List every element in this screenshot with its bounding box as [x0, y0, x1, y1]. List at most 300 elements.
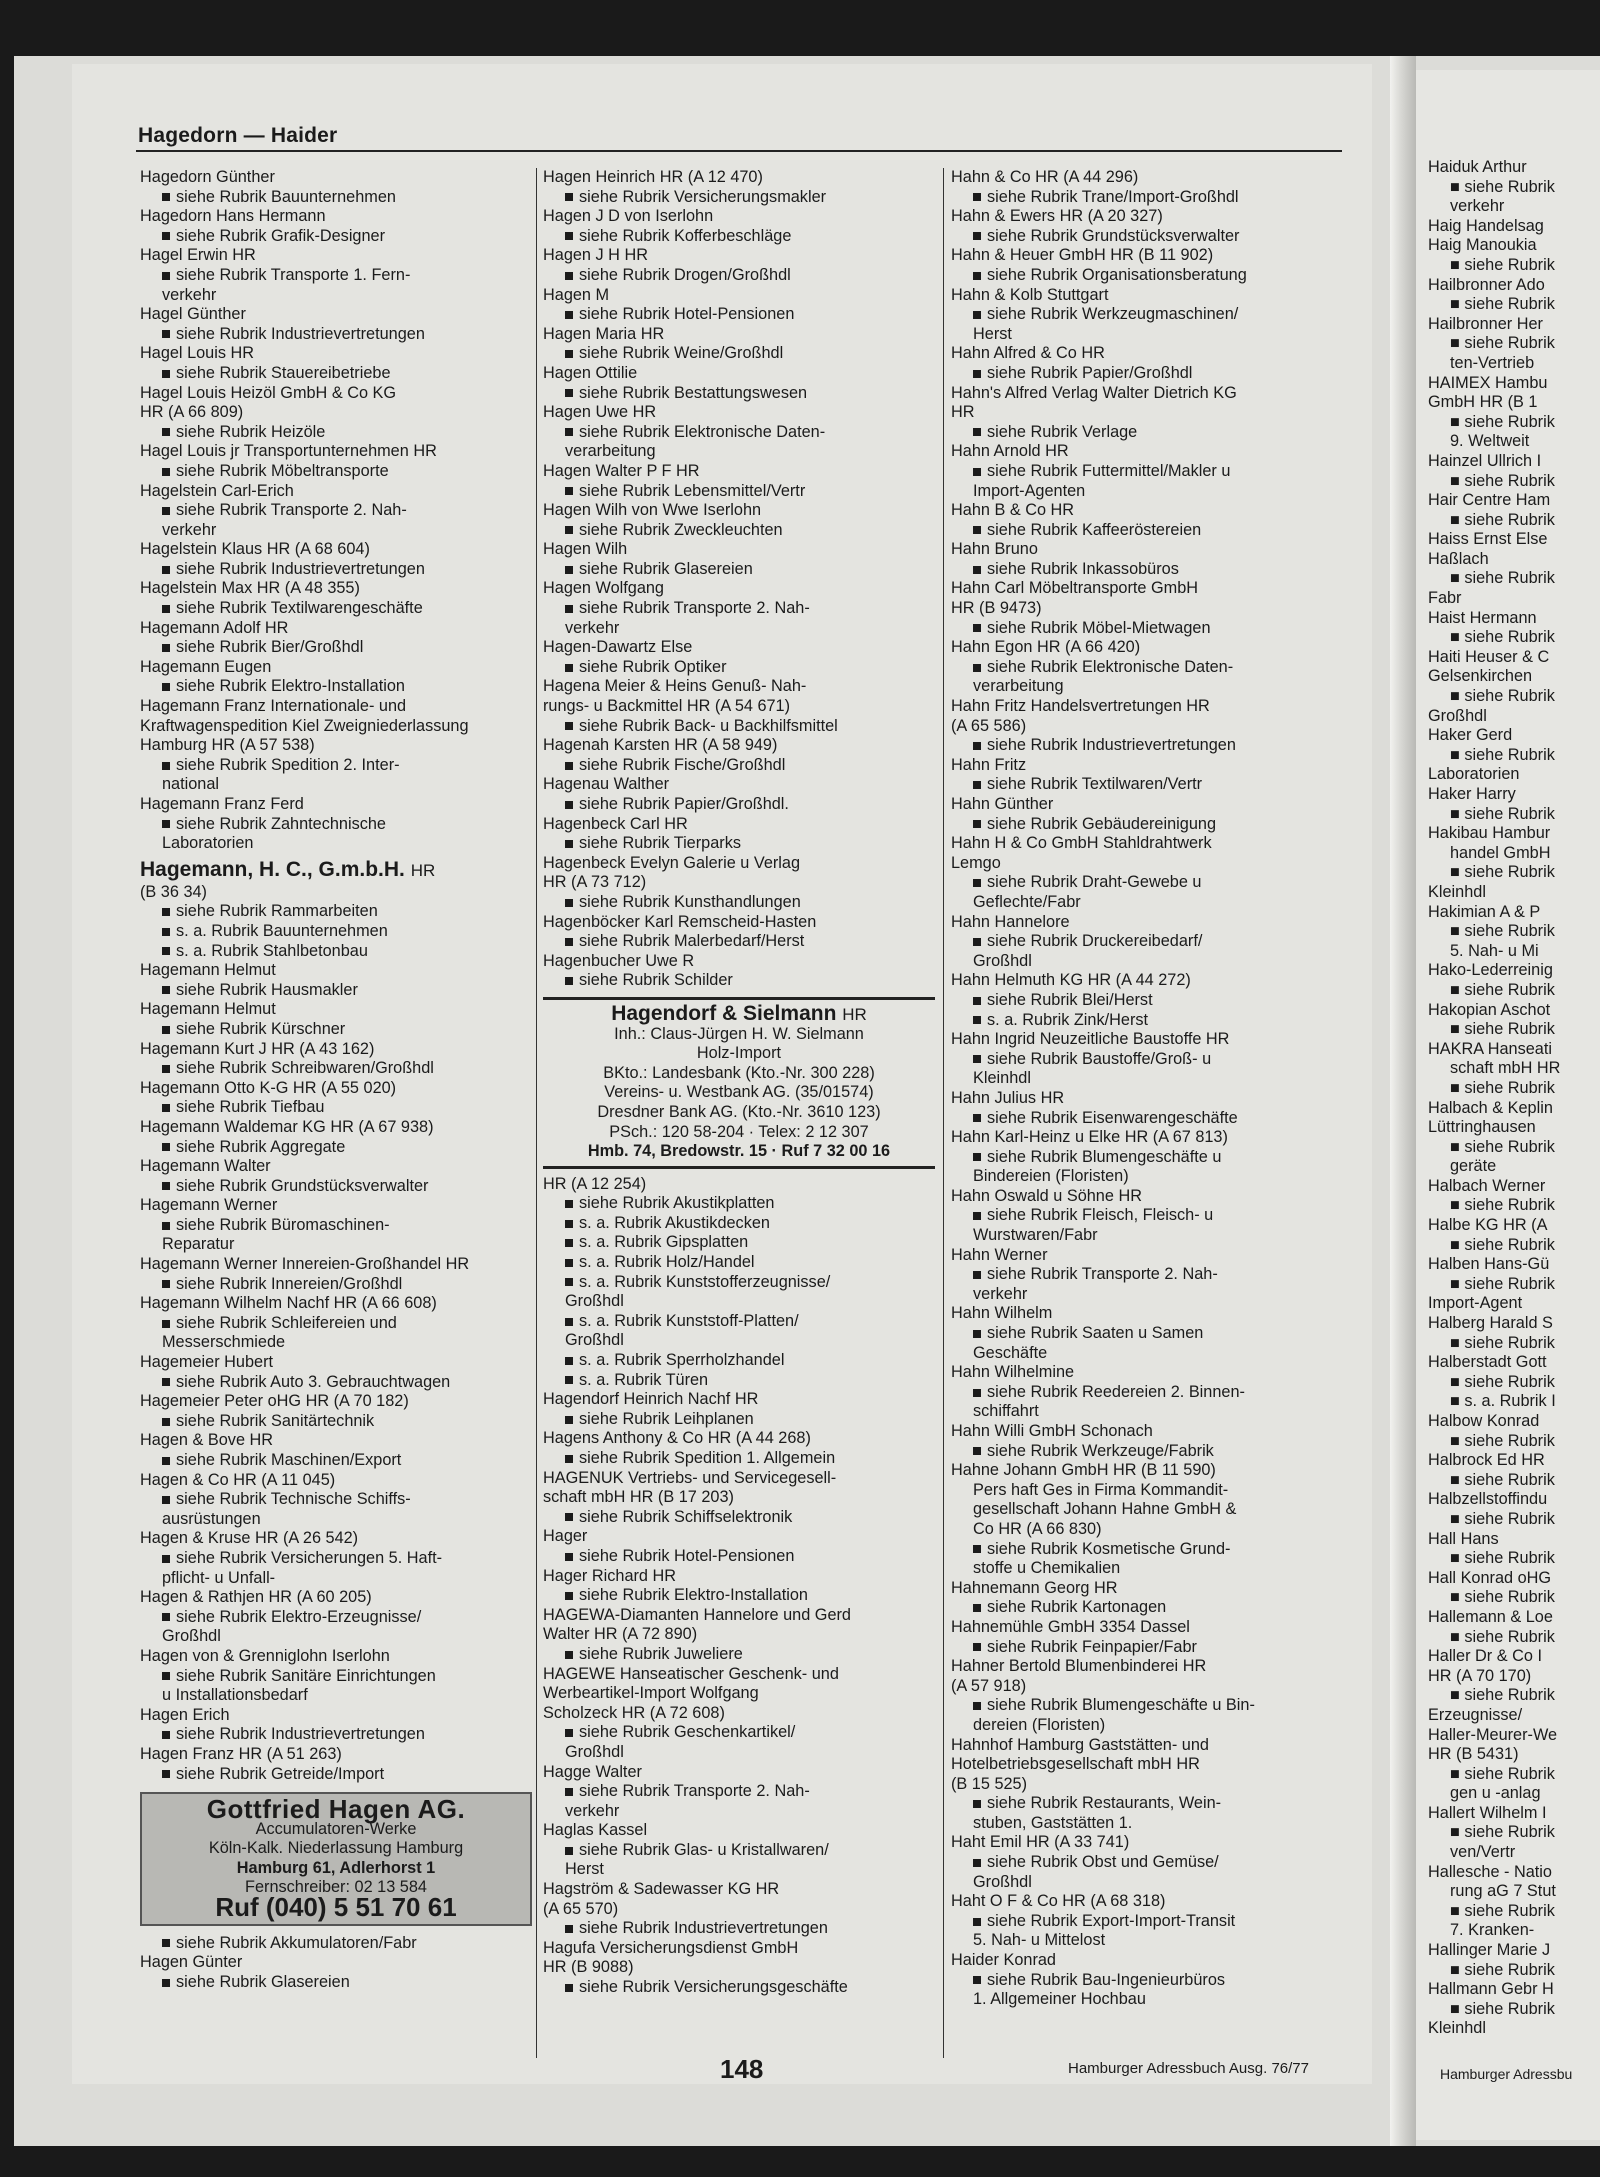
- rubric-continuation: 5. Nah- u Mittelost: [973, 1931, 1106, 1950]
- directory-entry: [543, 1665, 935, 1763]
- rubric-reference: s. a. Rubrik Kunststofferzeugnisse/: [543, 1273, 935, 1293]
- entry-name: Hahn B & Co HR: [951, 501, 1075, 520]
- rubric-reference: siehe Rubrik Grundstücksverwalter: [951, 227, 1343, 247]
- entry-name: Hagström & Sadewasser KG HR: [543, 1880, 780, 1899]
- rubric-continuation: Messerschmiede: [162, 1333, 286, 1352]
- bullet-icon: [565, 1788, 573, 1796]
- rubric-continuation: verkehr: [565, 618, 620, 637]
- directory-entry: [543, 1390, 935, 1429]
- rubric-reference: ■ siehe Rubrik: [1450, 687, 1555, 706]
- entry-name: Hagen-Dawartz Else: [543, 638, 693, 657]
- rubric-reference: ■ siehe Rubrik: [1450, 745, 1555, 764]
- rubric-reference: ■ s. a. Rubrik I: [1450, 1392, 1556, 1411]
- bullet-icon: [565, 428, 573, 436]
- entry-name-continued: schaft mbH HR (B 17 203): [543, 1488, 734, 1507]
- bullet-icon: [162, 1939, 170, 1947]
- directory-entry: [951, 1579, 1343, 1618]
- entry-fragment: verkehr: [1450, 197, 1505, 216]
- rubric-reference: s. a. Rubrik Kunststoff-Platten/: [543, 1312, 935, 1332]
- bullet-icon: [973, 1055, 981, 1063]
- entry-name: Hahn H & Co GmbH Stahldrahtwerk: [951, 834, 1212, 853]
- bullet-icon: [973, 1859, 981, 1867]
- rubric-reference: siehe Rubrik Versicherungsgeschäfte: [543, 1978, 935, 1998]
- directory-entry: [543, 1175, 935, 1312]
- bullet-icon: [162, 468, 170, 476]
- rubric-reference: siehe Rubrik Transporte 2. Nah-: [951, 1265, 1343, 1285]
- rubric-reference: siehe Rubrik Kürschner: [140, 1020, 532, 1040]
- rubric-reference: siehe Rubrik Möbeltransporte: [140, 462, 532, 482]
- rubric-reference: siehe Rubrik Glasereien: [543, 560, 935, 580]
- bullet-icon: [973, 1918, 981, 1926]
- rubric-reference: ■ siehe Rubrik: [1450, 1235, 1555, 1254]
- bullet-icon: [162, 1979, 170, 1987]
- directory-entry: [951, 638, 1343, 697]
- bullet-icon: [565, 840, 573, 848]
- entry-fragment: 7. Kranken-: [1450, 1921, 1535, 1940]
- bullet-icon: [162, 1731, 170, 1739]
- rubric-continuation: Großhdl: [162, 1627, 221, 1646]
- directory-entry: [140, 1706, 532, 1745]
- bullet-icon: [973, 1800, 981, 1808]
- rubric-reference: siehe Rubrik Werkzeuge/Fabrik: [951, 1442, 1343, 1462]
- directory-entry: [543, 1880, 935, 1939]
- rubric-reference: siehe Rubrik Export-Import-Transit: [951, 1912, 1343, 1932]
- rubric-reference: siehe Rubrik Kunsthandlungen: [543, 893, 935, 913]
- directory-entry: [951, 1833, 1343, 1892]
- register-mark: HR: [410, 860, 436, 880]
- bullet-icon: [973, 624, 981, 632]
- rubric-reference: siehe Rubrik Auto 3. Gebrauchtwagen: [140, 1373, 532, 1393]
- entry-fragment: Lüttringhausen: [1428, 1118, 1536, 1137]
- bullet-icon: [565, 1984, 573, 1992]
- rubric-reference: siehe Rubrik Transporte 1. Fern-: [140, 266, 532, 286]
- bullet-icon: [565, 801, 573, 809]
- rubric-continuation: ausrüstungen: [162, 1509, 261, 1528]
- entry-name: Hager: [543, 1527, 588, 1546]
- rubric-continuation: verkehr: [162, 285, 217, 304]
- bullet-icon: [565, 1553, 573, 1561]
- rubric-reference: ■ siehe Rubrik: [1450, 177, 1555, 196]
- directory-entry: [140, 795, 532, 854]
- page-fold: [1390, 56, 1416, 2146]
- entry-fragment: Gelsenkirchen: [1428, 667, 1533, 686]
- entry-name: Hagemann Werner Innereien-Großhandel HR: [140, 1255, 470, 1274]
- directory-entry: [140, 1079, 532, 1118]
- rubric-reference: siehe Rubrik Organisationsberatung: [951, 266, 1343, 286]
- rubric-reference: siehe Rubrik Kosmetische Grund-: [951, 1540, 1343, 1560]
- rubric-reference: siehe Rubrik Industrievertretungen: [140, 560, 532, 580]
- directory-entry: [140, 1431, 532, 1470]
- directory-entry: [543, 1821, 935, 1880]
- rubric-continuation: verarbeitung: [973, 677, 1064, 696]
- rubric-reference: siehe Rubrik Spedition 1. Allgemein: [543, 1449, 935, 1469]
- column-1: [140, 168, 532, 1992]
- directory-entry: [543, 286, 935, 325]
- entry-name: Hagemeier Peter oHG HR (A 70 182): [140, 1392, 409, 1411]
- entry-name: Hagen J H HR: [543, 246, 648, 265]
- rubric-continuation: dereien (Floristen): [973, 1715, 1106, 1734]
- entry-fragment: Erzeugnisse/: [1428, 1705, 1523, 1724]
- ad-line: Dresdner Bank AG. (Kto.-Nr. 3610 123): [597, 1102, 881, 1121]
- directory-entry: [140, 961, 532, 1000]
- rubric-reference: ■ siehe Rubrik: [1450, 510, 1555, 529]
- rubric-reference: siehe Rubrik Back- u Backhilfsmittel: [543, 717, 935, 737]
- rubric-reference: siehe Rubrik Trane/Import-Großhdl: [951, 188, 1343, 208]
- bullet-icon: [565, 1220, 573, 1228]
- bullet-icon: [565, 311, 573, 319]
- bullet-icon: [973, 1153, 981, 1161]
- entry-name: Hahn & Heuer GmbH HR (B 11 902): [951, 246, 1214, 265]
- entry-fragment: ten-Vertrieb: [1450, 353, 1535, 372]
- entry-name: Hahner Bertold Blumenbinderei HR: [951, 1657, 1207, 1676]
- bullet-icon: [973, 1604, 981, 1612]
- rubric-continuation: Bindereien (Floristen): [973, 1167, 1129, 1186]
- rubric-continuation: verkehr: [565, 1801, 620, 1820]
- rubric-reference: siehe Rubrik Getreide/Import: [140, 1765, 532, 1785]
- rubric-reference: siehe Rubrik Leihplanen: [543, 1410, 935, 1430]
- directory-entry: [543, 168, 935, 207]
- ad-address: Hmb. 74, Bredowstr. 15 · Ruf 7 32 00 16: [587, 1142, 891, 1161]
- rubric-reference: siehe Rubrik Reedereien 2. Binnen-: [951, 1383, 1343, 1403]
- entry-name: Hahn's Alfred Verlag Walter Dietrich KG: [951, 383, 1237, 402]
- entry-fragment: Hallemann & Loe: [1428, 1607, 1553, 1626]
- entry-name: Hagen & Rathjen HR (A 60 205): [140, 1588, 372, 1607]
- entry-name: Hagen Günter: [140, 1953, 243, 1972]
- entry-name: Hahn Ingrid Neuzeitliche Baustoffe HR: [951, 1030, 1230, 1049]
- entry-name: Hagelstein Carl-Erich: [140, 481, 294, 500]
- entry-name: Hagemann Waldemar KG HR (A 67 938): [140, 1117, 434, 1136]
- entry-name: Hahn Arnold HR: [951, 442, 1069, 461]
- entry-name: Hagemann Werner: [140, 1196, 278, 1215]
- bullet-icon: [162, 1770, 170, 1778]
- entry-name: Hagemann Franz Internationale- und Kraftwagenspedition Kiel Zweigniederlassung Hamburg HR (A 57 538): [140, 697, 469, 755]
- bullet-icon: [565, 664, 573, 672]
- entry-name: Hagenah Karsten HR (A 58 949): [543, 736, 778, 755]
- entry-name-continued: Lemgo: [951, 853, 1001, 872]
- bullet-icon: [162, 1280, 170, 1288]
- column-3: [951, 168, 1343, 2010]
- rubric-reference: s. a. Rubrik Stahlbetonbau: [140, 942, 532, 962]
- entry-name: Hahn Willi GmbH Schonach: [951, 1422, 1153, 1440]
- directory-entry: [543, 540, 935, 579]
- rubric-reference: siehe Rubrik Fleisch, Fleisch- u: [951, 1206, 1343, 1226]
- entry-fragment: Kleinhdl: [1428, 2019, 1486, 2038]
- rubric-reference: siehe Rubrik Industrievertretungen: [140, 325, 532, 345]
- entry-fragment: Hallinger Marie J: [1428, 1941, 1551, 1960]
- directory-entry: [140, 858, 532, 961]
- rubric-reference: siehe Rubrik Versicherungsmakler: [543, 188, 935, 208]
- column-4: [1428, 158, 1600, 2039]
- column-divider: [536, 168, 537, 2058]
- rubric-reference: ■ siehe Rubrik: [1450, 1431, 1555, 1450]
- rubric-reference: ■ siehe Rubrik: [1450, 1333, 1555, 1352]
- entry-fragment: Haist Hermann: [1428, 608, 1537, 627]
- directory-entry: [543, 775, 935, 814]
- entry-name: Hahn Egon HR (A 66 420): [951, 638, 1141, 657]
- directory-entry: [543, 913, 935, 952]
- directory-entry: [140, 1040, 532, 1079]
- bullet-icon: [565, 1416, 573, 1424]
- entry-name-continued: HR (A 66 809): [140, 403, 244, 422]
- entry-fragment: HAIMEX Hambu: [1428, 373, 1548, 392]
- entry-name: Hagedorn Günther: [140, 168, 275, 186]
- rubric-reference: ■ siehe Rubrik: [1450, 1764, 1555, 1783]
- rubric-reference: siehe Rubrik Tiefbau: [140, 1098, 532, 1118]
- rubric-reference: siehe Rubrik Blei/Herst: [951, 991, 1343, 1011]
- entry-name: Hahn Fritz Handelsvertretungen HR: [951, 697, 1210, 716]
- directory-entry: [140, 1294, 532, 1353]
- rubric-reference: s. a. Rubrik Bauunternehmen: [140, 922, 532, 942]
- directory-entry: [951, 1089, 1343, 1128]
- bullet-icon: [162, 193, 170, 201]
- rubric-continuation: Großhdl: [565, 1331, 624, 1350]
- directory-entry: [543, 677, 935, 736]
- rubric-reference: s. a. Rubrik Türen: [543, 1371, 935, 1391]
- rubric-reference: siehe Rubrik Inkassobüros: [951, 560, 1343, 580]
- entry-name: Hagel Louis jr Transportunternehmen HR: [140, 442, 437, 461]
- next-page-edge: [1416, 70, 1600, 2140]
- bullet-icon: [162, 1222, 170, 1230]
- bullet-icon: [162, 1418, 170, 1426]
- bullet-icon: [162, 947, 170, 955]
- entry-fragment: Haiti Heuser & C: [1428, 647, 1550, 666]
- column-divider: [943, 168, 944, 2058]
- directory-entry: [543, 1606, 935, 1665]
- entry-name: Hahn Hannelore: [951, 912, 1070, 931]
- entry-name-bold: Hagemann, H. C., G.m.b.H. HR: [140, 857, 436, 881]
- entry-fragment: Hallert Wilhelm I: [1428, 1803, 1547, 1822]
- rubric-reference: siehe Rubrik Bau-Ingenieurbüros: [951, 1971, 1343, 1991]
- bullet-icon: [162, 1613, 170, 1621]
- rubric-reference: siehe Rubrik Textilwarengeschäfte: [140, 599, 532, 619]
- directory-entry: [140, 384, 532, 443]
- bullet-icon: [162, 1672, 170, 1680]
- rubric-reference: ■ siehe Rubrik: [1450, 569, 1555, 588]
- rubric-reference: siehe Rubrik Grafik-Designer: [140, 227, 532, 247]
- directory-entry: [140, 658, 532, 697]
- directory-entry: [543, 501, 935, 540]
- rubric-reference: ■ siehe Rubrik: [1450, 1999, 1555, 2018]
- rubric-continuation: Herst: [565, 1860, 604, 1879]
- column-2: [543, 168, 935, 1998]
- bullet-icon: [162, 908, 170, 916]
- bullet-icon: [973, 1643, 981, 1651]
- rubric-reference: ■ siehe Rubrik: [1450, 1470, 1555, 1489]
- directory-entry: [140, 344, 532, 383]
- entry-name: Hagemeier Hubert: [140, 1353, 274, 1372]
- entry-name: Hagelstein Max HR (A 48 355): [140, 579, 360, 598]
- rubric-reference: ■ siehe Rubrik: [1450, 1823, 1555, 1842]
- entry-name: Hahnemühle GmbH 3354 Dassel: [951, 1617, 1190, 1636]
- page-title: Hagedorn — Haider: [138, 124, 338, 147]
- directory-entry: [543, 364, 935, 403]
- rubric-reference: ■ siehe Rubrik: [1450, 1686, 1555, 1705]
- rubric-reference: siehe Rubrik Elektronische Daten-: [951, 658, 1343, 678]
- entry-name: HAGENUK Vertriebs- und Servicegesell-: [543, 1468, 837, 1487]
- rubric-reference: siehe Rubrik Saaten u Samen: [951, 1324, 1343, 1344]
- rubric-reference: siehe Rubrik Drogen/Großhdl: [543, 266, 935, 286]
- entry-name: Hahn & Ewers HR (A 20 327): [951, 207, 1163, 226]
- entry-fragment: Haller Dr & Co I: [1428, 1647, 1542, 1666]
- ad-telex: Fernschreiber: 02 13 584: [245, 1878, 427, 1897]
- rubric-reference: siehe Rubrik Fische/Großhdl: [543, 756, 935, 776]
- bullet-icon: [973, 468, 981, 476]
- rubric-reference: siehe Rubrik Zahntechnische: [140, 815, 532, 835]
- entry-name: Hagel Louis HR: [140, 344, 255, 363]
- entry-name-continued: Hotelbetriebsgesellschaft mbH HR: [951, 1755, 1200, 1774]
- entry-fragment: Haiss Ernst Else: [1428, 530, 1548, 549]
- entry-name: Hagen Wolfgang: [543, 579, 664, 598]
- bullet-icon: [565, 1259, 573, 1267]
- entry-name: Hager Richard HR: [543, 1566, 677, 1585]
- directory-entry: [543, 952, 935, 991]
- rubric-reference: siehe Rubrik Glas- u Kristallwaren/: [543, 1841, 935, 1861]
- rubric-reference: ■ siehe Rubrik: [1450, 471, 1555, 490]
- bullet-icon: [973, 1702, 981, 1710]
- directory-entry: [543, 579, 935, 638]
- directory-entry: [951, 913, 1343, 972]
- rubric-reference: siehe Rubrik Glasereien: [140, 1973, 532, 1993]
- entry-name-continued: Werbeartikel-Import Wolfgang: [543, 1684, 759, 1703]
- directory-entry: [543, 1429, 935, 1468]
- rubric-continuation: u Installationsbedarf: [162, 1686, 308, 1705]
- entry-name: Hagenbucher Uwe R: [543, 951, 695, 970]
- entry-name: Hahn Werner: [951, 1245, 1048, 1264]
- bullet-icon: [162, 1320, 170, 1328]
- entry-fragment: gen u -anlag: [1450, 1784, 1541, 1803]
- rubric-reference: siehe Rubrik Transporte 2. Nah-: [543, 599, 935, 619]
- rubric-reference: siehe Rubrik Elektronische Daten-: [543, 423, 935, 443]
- rubric-reference: ■ siehe Rubrik: [1450, 1960, 1555, 1979]
- directory-entry: [951, 246, 1343, 285]
- bullet-icon: [973, 1447, 981, 1455]
- rubric-reference: ■ siehe Rubrik: [1450, 804, 1555, 823]
- entry-name-continued: (A 65 586): [951, 716, 1027, 735]
- entry-name: Hagendorf Heinrich Nachf HR: [543, 1390, 759, 1409]
- directory-entry: [140, 1529, 532, 1588]
- entry-name: Hahn Alfred & Co HR: [951, 344, 1105, 363]
- rubric-reference: siehe Rubrik Versicherungen 5. Haft-: [140, 1549, 532, 1569]
- entry-name-continued: HR (B 9088): [543, 1958, 634, 1977]
- directory-entry: [140, 579, 532, 618]
- directory-entry: [140, 207, 532, 246]
- entry-name: Hagena Meier & Heins Genuß- Nah-: [543, 677, 807, 696]
- bullet-icon: [973, 1016, 981, 1024]
- bullet-icon: [973, 820, 981, 828]
- directory-entry: [140, 246, 532, 305]
- directory-entry: [140, 1745, 532, 1784]
- entry-name: Hagen M: [543, 285, 610, 304]
- rubric-reference: siehe Rubrik Technische Schiffs-: [140, 1490, 532, 1510]
- directory-entry: [951, 1304, 1343, 1363]
- bullet-icon: [565, 389, 573, 397]
- rubric-reference: siehe Rubrik Geschenkartikel/: [543, 1723, 935, 1743]
- entry-name: Hagen Wilh: [543, 540, 628, 559]
- bullet-icon: [565, 566, 573, 574]
- bullet-icon: [973, 879, 981, 887]
- rubric-reference: siehe Rubrik Heizöle: [140, 423, 532, 443]
- directory-entry: [140, 305, 532, 344]
- rubric-reference: siehe Rubrik Akkumulatoren/Fabr: [140, 1934, 532, 1954]
- bullet-icon: [162, 820, 170, 828]
- bullet-icon: [162, 1182, 170, 1190]
- entry-fragment: Hair Centre Ham: [1428, 491, 1551, 510]
- bullet-icon: [565, 1278, 573, 1286]
- rubric-reference: siehe Rubrik Restaurants, Wein-: [951, 1794, 1343, 1814]
- entry-name: Hagen & Co HR (A 11 045): [140, 1470, 336, 1489]
- directory-entry: [951, 1128, 1343, 1187]
- directory-entry: [951, 1951, 1343, 2010]
- rubric-reference: ■ siehe Rubrik: [1450, 334, 1555, 353]
- bullet-icon: [973, 311, 981, 319]
- bullet-icon: [565, 1651, 573, 1659]
- entry-name: Hagen Ottilie: [543, 363, 638, 382]
- rubric-reference: siehe Rubrik Grundstücksverwalter: [140, 1177, 532, 1197]
- directory-entry: [543, 1527, 935, 1566]
- directory-entry: [140, 482, 532, 541]
- rubric-reference: ■ siehe Rubrik: [1450, 295, 1555, 314]
- bullet-icon: [162, 1457, 170, 1465]
- entry-name: HAGEWA-Diamanten Hannelore und Gerd: [543, 1605, 851, 1624]
- entry-fragment: Hakopian Aschot: [1428, 1000, 1551, 1019]
- entry-name: Haht Emil HR (A 33 741): [951, 1833, 1130, 1852]
- bullet-icon: [162, 986, 170, 994]
- bullet-icon: [973, 997, 981, 1005]
- entry-name-continued: HR (A 73 712): [543, 873, 647, 892]
- rubric-continuation: national: [162, 775, 220, 794]
- directory-entry: [543, 1939, 935, 1998]
- rubric-reference: siehe Rubrik Transporte 2. Nah-: [140, 501, 532, 521]
- rubric-reference: s. a. Rubrik Sperrholzhandel: [543, 1351, 935, 1371]
- directory-entry: [951, 168, 1343, 207]
- entry-name: Hahn Julius HR: [951, 1088, 1065, 1107]
- rubric-reference: ■ siehe Rubrik: [1450, 1901, 1555, 1920]
- bullet-icon: [162, 1378, 170, 1386]
- bullet-icon: [973, 1212, 981, 1220]
- bullet-icon: [162, 507, 170, 515]
- bullet-icon: [973, 232, 981, 240]
- rubric-reference: siehe Rubrik Eisenwarengeschäfte: [951, 1109, 1343, 1129]
- rubric-reference: siehe Rubrik Druckereibedarf/: [951, 932, 1343, 952]
- directory-entry: [140, 540, 532, 579]
- entry-fragment: Halben Hans-Gü: [1428, 1255, 1550, 1274]
- directory-entry: [951, 1618, 1343, 1657]
- entry-name: Hagemann Helmut: [140, 1000, 276, 1019]
- rubric-reference: ■ siehe Rubrik: [1450, 1078, 1555, 1097]
- entry-name: Hahnhof Hamburg Gaststätten- und: [951, 1735, 1209, 1754]
- bullet-icon: [162, 330, 170, 338]
- entry-fragment: Hailbronner Ado: [1428, 275, 1545, 294]
- entry-name: Hagel Erwin HR: [140, 246, 256, 265]
- rubric-continuation: Großhdl: [565, 1292, 624, 1311]
- next-page-footer: Hamburger Adressbu: [1440, 2066, 1573, 2082]
- bullet-icon: [162, 370, 170, 378]
- ad-line: Holz-Import: [696, 1044, 782, 1063]
- entry-name: Hagufa Versicherungsdienst GmbH: [543, 1938, 799, 1957]
- entry-fragment: Hallmann Gebr H: [1428, 1980, 1554, 1999]
- directory-entry: [951, 1030, 1343, 1089]
- entry-name: Hahn Wilhelm: [951, 1304, 1053, 1323]
- rubric-reference: siehe Rubrik Transporte 2. Nah-: [543, 1782, 935, 1802]
- entry-name: Hahn Carl Möbeltransporte GmbH: [951, 579, 1199, 598]
- directory-entry: [543, 638, 935, 677]
- entry-fragment: Haker Harry: [1428, 785, 1516, 803]
- entry-fragment: ven/Vertr: [1450, 1843, 1516, 1862]
- rubric-continuation: pflicht- u Unfall-: [162, 1568, 276, 1587]
- bullet-icon: [973, 272, 981, 280]
- ad-line: Accumulatoren-Werke: [255, 1819, 417, 1838]
- rubric-reference: s. a. Rubrik Holz/Handel: [543, 1253, 935, 1273]
